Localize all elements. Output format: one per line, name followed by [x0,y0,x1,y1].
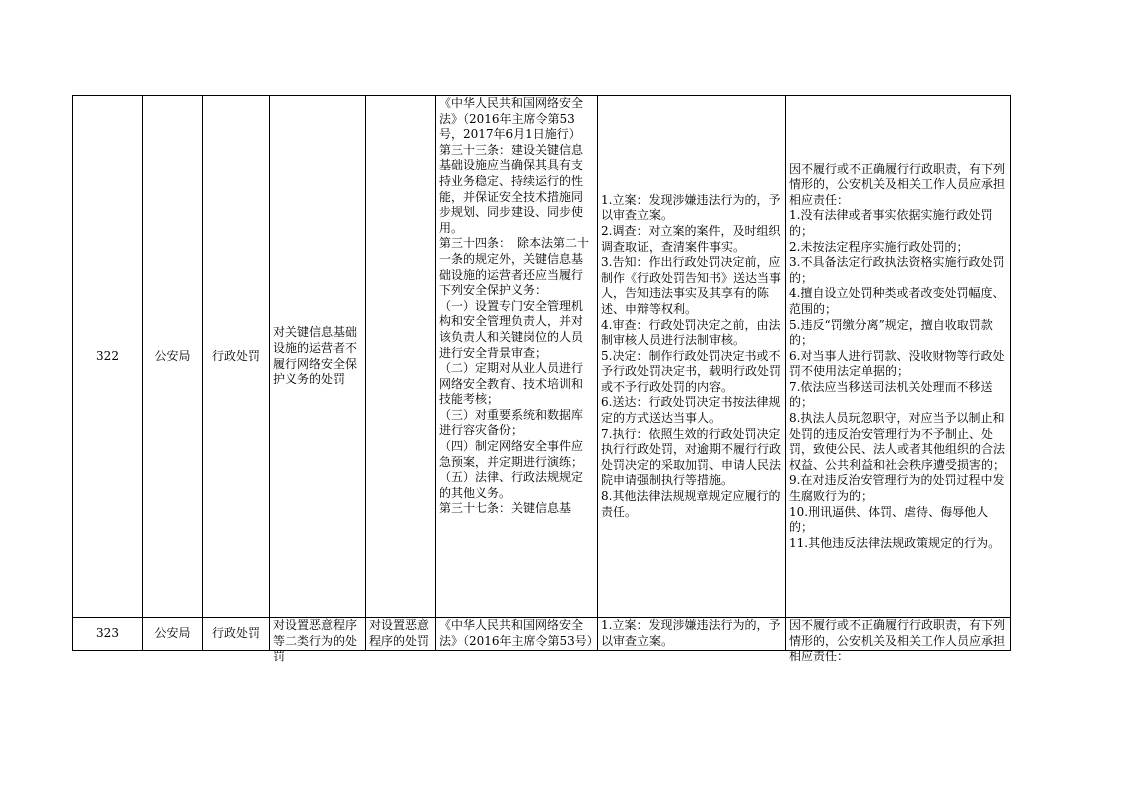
responsibility-text: 因不履行或不正确履行行政职责，有下列情形的，公安机关及相关工作人员应承担相应责任： [789,618,1006,664]
department-cell: 公安局 [143,96,203,618]
category-cell: 行政处罚 [203,618,270,651]
process-cell [598,618,786,651]
legal-basis-text: 《中华人民共和国网络安全法》（2016年主席令第53号） [439,618,599,648]
item-name-text: 对设置恶意程序等二类行为的处罚 [273,618,358,664]
category-cell: 行政处罚 [203,96,270,618]
responsibility-text: 因不履行或不正确履行行政职责，有下列情形的，公安机关及相关工作人员应承担相应责任： 1.没有法律或者事实依据实施行政处罚的； 2.未按法定程序实施行政处罚的； 3.不具备法定行政执法资格实施行政处罚的； 4.擅自设立处罚种类或者改变处罚幅度、范围的； 5.违反“罚缴分离”规定，擅自收取罚款的； 6.对当事人进行罚款、没收财物等行政处罚不使用法定单据的； 7.依法应当移送司法机关处理而不移送的； 8.执法人员玩忽职守，对应当予以制止和处罚的违反治安管理行为不予制止、处罚，致使公民、法人或者其他组织的合法权益、公共利益和社会秩序遭受损害的； 9.在对违反治安管理行为的处罚过程中发生腐败行为的； 10.刑讯逼供、体罚、虐待、侮辱他人的； 11.其他违反法律法规政策规定的行为。 [789,161,1006,550]
item-name-cell [270,618,366,664]
item-name-cell: 对关键信息基础设施的运营者不履行网络安全保护义务的处罚 [270,96,366,618]
sub-item-cell [366,96,436,618]
table-row [73,618,1011,651]
sub-item-text: 对设置恶意程序的处罚 [369,618,430,648]
process-text: 1.立案：发现涉嫌违法行为的，予以审查立案。 2.调查：对立案的案件，及时组织调查取证，查清案件事实。 3.告知：作出行政处罚决定前，应制作《行政处罚告知书》送达当事人，告知违法事实及其享有的陈述、申辩等权利。 4.审查：行政处罚决定之前，由法制审核人员进行法制审核。 5.决定：制作行政处罚决定书或不予行政处罚决定书，载明行政处罚或不予行政处罚的内容。 6.送达：行政处罚决定书按法律规定的方式送达当事人。 7.执行：依照生效的行政处罚决定执行行政处罚，对逾期不履行行政处罚决定的采取加罚、申请人民法院申请强制执行等措施。 8.其他法律法规规章规定应履行的责任。 [601,192,782,519]
legal-basis-cell [436,96,598,618]
process-cell [598,96,786,618]
department-cell: 公安局 [143,618,203,651]
legal-basis-text: 《中华人民共和国网络安全法》（2016年主席令第53号，2017年6月1日施行） 第三十三条：建设关键信息基础设施应当确保其具有支持业务稳定、持续运行的性能，并保证安全技术措施同步规划、同步建设、同步使用。 第三十四条： 除本法第二十一条的规定外，关键信息基础设施的运营者还应当履行下列安全保护义务： （一）设置专门安全管理机构和安全管理负责人，并对该负责人和关键岗位的人员进行安全背景审查； （二）定期对从业人员进行网络安全教育、技术培训和技能考核； （三）对重要系统和数据库进行容灾备份； （四）制定网络安全事件应急预案，并定期进行演练； （五）法律、行政法规规定的其他义务。 第三十七条：关键信息基 [439,96,590,516]
sub-item-cell [366,618,436,651]
row-number: 322 [73,96,143,618]
row-number: 323 [73,618,143,651]
table-row [73,96,1011,618]
responsibility-table [72,95,1011,664]
responsibility-cell [786,618,1011,664]
process-text: 1.立案：发现涉嫌违法行为的，予以审查立案。 [601,618,781,648]
legal-basis-cell [436,618,598,651]
responsibility-cell [786,96,1011,618]
